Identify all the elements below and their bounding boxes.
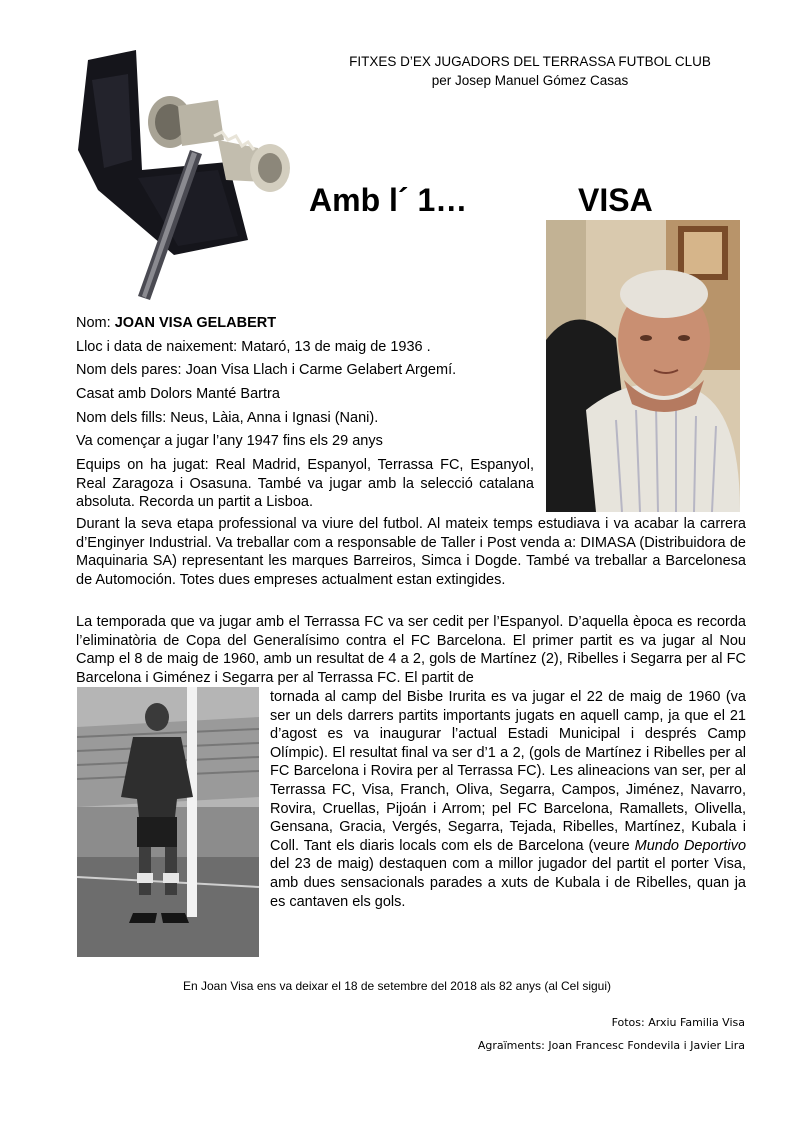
footer-fotos: Fotos: Arxiu Familia Visa	[611, 1016, 745, 1029]
nom-label: Nom:	[76, 315, 111, 331]
header-line-2: per Josep Manuel Gómez Casas	[431, 73, 629, 88]
field-pares: Nom dels pares: Joan Visa Llach i Carme Gelabert Argemí.	[76, 362, 457, 378]
tornada-text-2: del 23 de maig) destaquen com a millor jugador del partit el porter Visa, amb dues sensacionals parades a xuts de Kubala i de Ribelles, quan ja es cantaven els gols.	[270, 856, 746, 910]
player-photo	[77, 687, 259, 957]
field-casat: Casat amb Dolors Manté Bartra	[76, 386, 280, 402]
paragraph-equips: Equips on ha jugat: Real Madrid, Espanyol, Terrassa FC, Espanyol, Real Zaragoza i Osasuna. També va jugar amb la selecció catalana absoluta. Recorda un partit a Lisboa.	[76, 457, 534, 511]
field-nom	[76, 314, 276, 332]
paragraph-temporada: La temporada que va jugar amb el Terrassa FC va ser cedit per l’Espanyol. D’aquella època es recorda l’eliminatòria de Copa del Generalísimo contra el FC Barcelona. El primer partit es va jugar al Nou Camp el 8 de maig de 1960, amb un resultat de 4 a 2, gols de Martínez (2), Ribelles i Segarra per al FC Barcelona i Giménez i Segarra per al Terrassa FC. El partit de	[76, 614, 746, 686]
portrait-photo	[546, 220, 740, 512]
field-lloc: Lloc i data de naixement: Mataró, 13 de maig de 1936 .	[76, 339, 431, 355]
field-fills: Nom dels fills: Neus, Làia, Anna i Ignasi (Nani).	[76, 410, 379, 426]
field-comencar: Va començar a jugar l’any 1947 fins els 29 anys	[76, 433, 383, 449]
footer-agraiments: Agraïments: Joan Francesc Fondevila i Javier Lira	[477, 1039, 745, 1052]
megaphone-icon	[78, 50, 300, 300]
paragraph-etapa: Durant la seva etapa professional va viure del futbol. Al mateix temps estudiava i va acabar la carrera d’Enginyer Industrial. Va treballar com a responsable de Taller i Post venda a: DIMASA (Distribuidora de Maquinaria SA) representant les marques Barreiros, Simca i Dogde. També va treballar a Barcelonesa de Automoción. Totes dues empreses actualment estan extingides.	[76, 516, 746, 588]
mundo-deportivo: Mundo Deportivo	[634, 837, 747, 854]
nom-value: JOAN VISA GELABERT	[114, 315, 277, 331]
page-title-surname: VISA	[578, 182, 653, 218]
tornada-text-1: tornada al camp del Bisbe Irurita es va jugar el 22 de maig de 1960 (va ser un dels darrers partits importants jugats en aquell camp, ja que el 21 d’agost es va inaugurar l’actual Estadi Municipal i després Camp Olímpic). El resultat final va ser d’1 a 2, (gols de Martínez i Ribelles per al FC Barcelona i Rovira per al Terrassa FC). Les alineacions van ser, per al Terrassa FC, Visa, Franch, Oliva, Segarra, Campos, Jiménez, Navarro, Rovira, Cruellas, Pijoán i Arrom; pel FC Barcelona, Ramallets, Olivella, Gensana, Gracia, Vergés, Segarra, Tejada, Ribelles, Martínez, Kubala i Coll. Tant els diaris locals com els de Barcelona (veure	[270, 689, 746, 854]
header-line-1: FITXES D’EX JUGADORS DEL TERRASSA FUTBOL CLUB	[349, 54, 711, 69]
paragraph-tornada	[270, 688, 746, 911]
footer-death: En Joan Visa ens va deixar el 18 de setembre del 2018 als 82 anys (al Cel sigui)	[182, 979, 612, 993]
page-title: Amb l´ 1…	[309, 182, 468, 218]
